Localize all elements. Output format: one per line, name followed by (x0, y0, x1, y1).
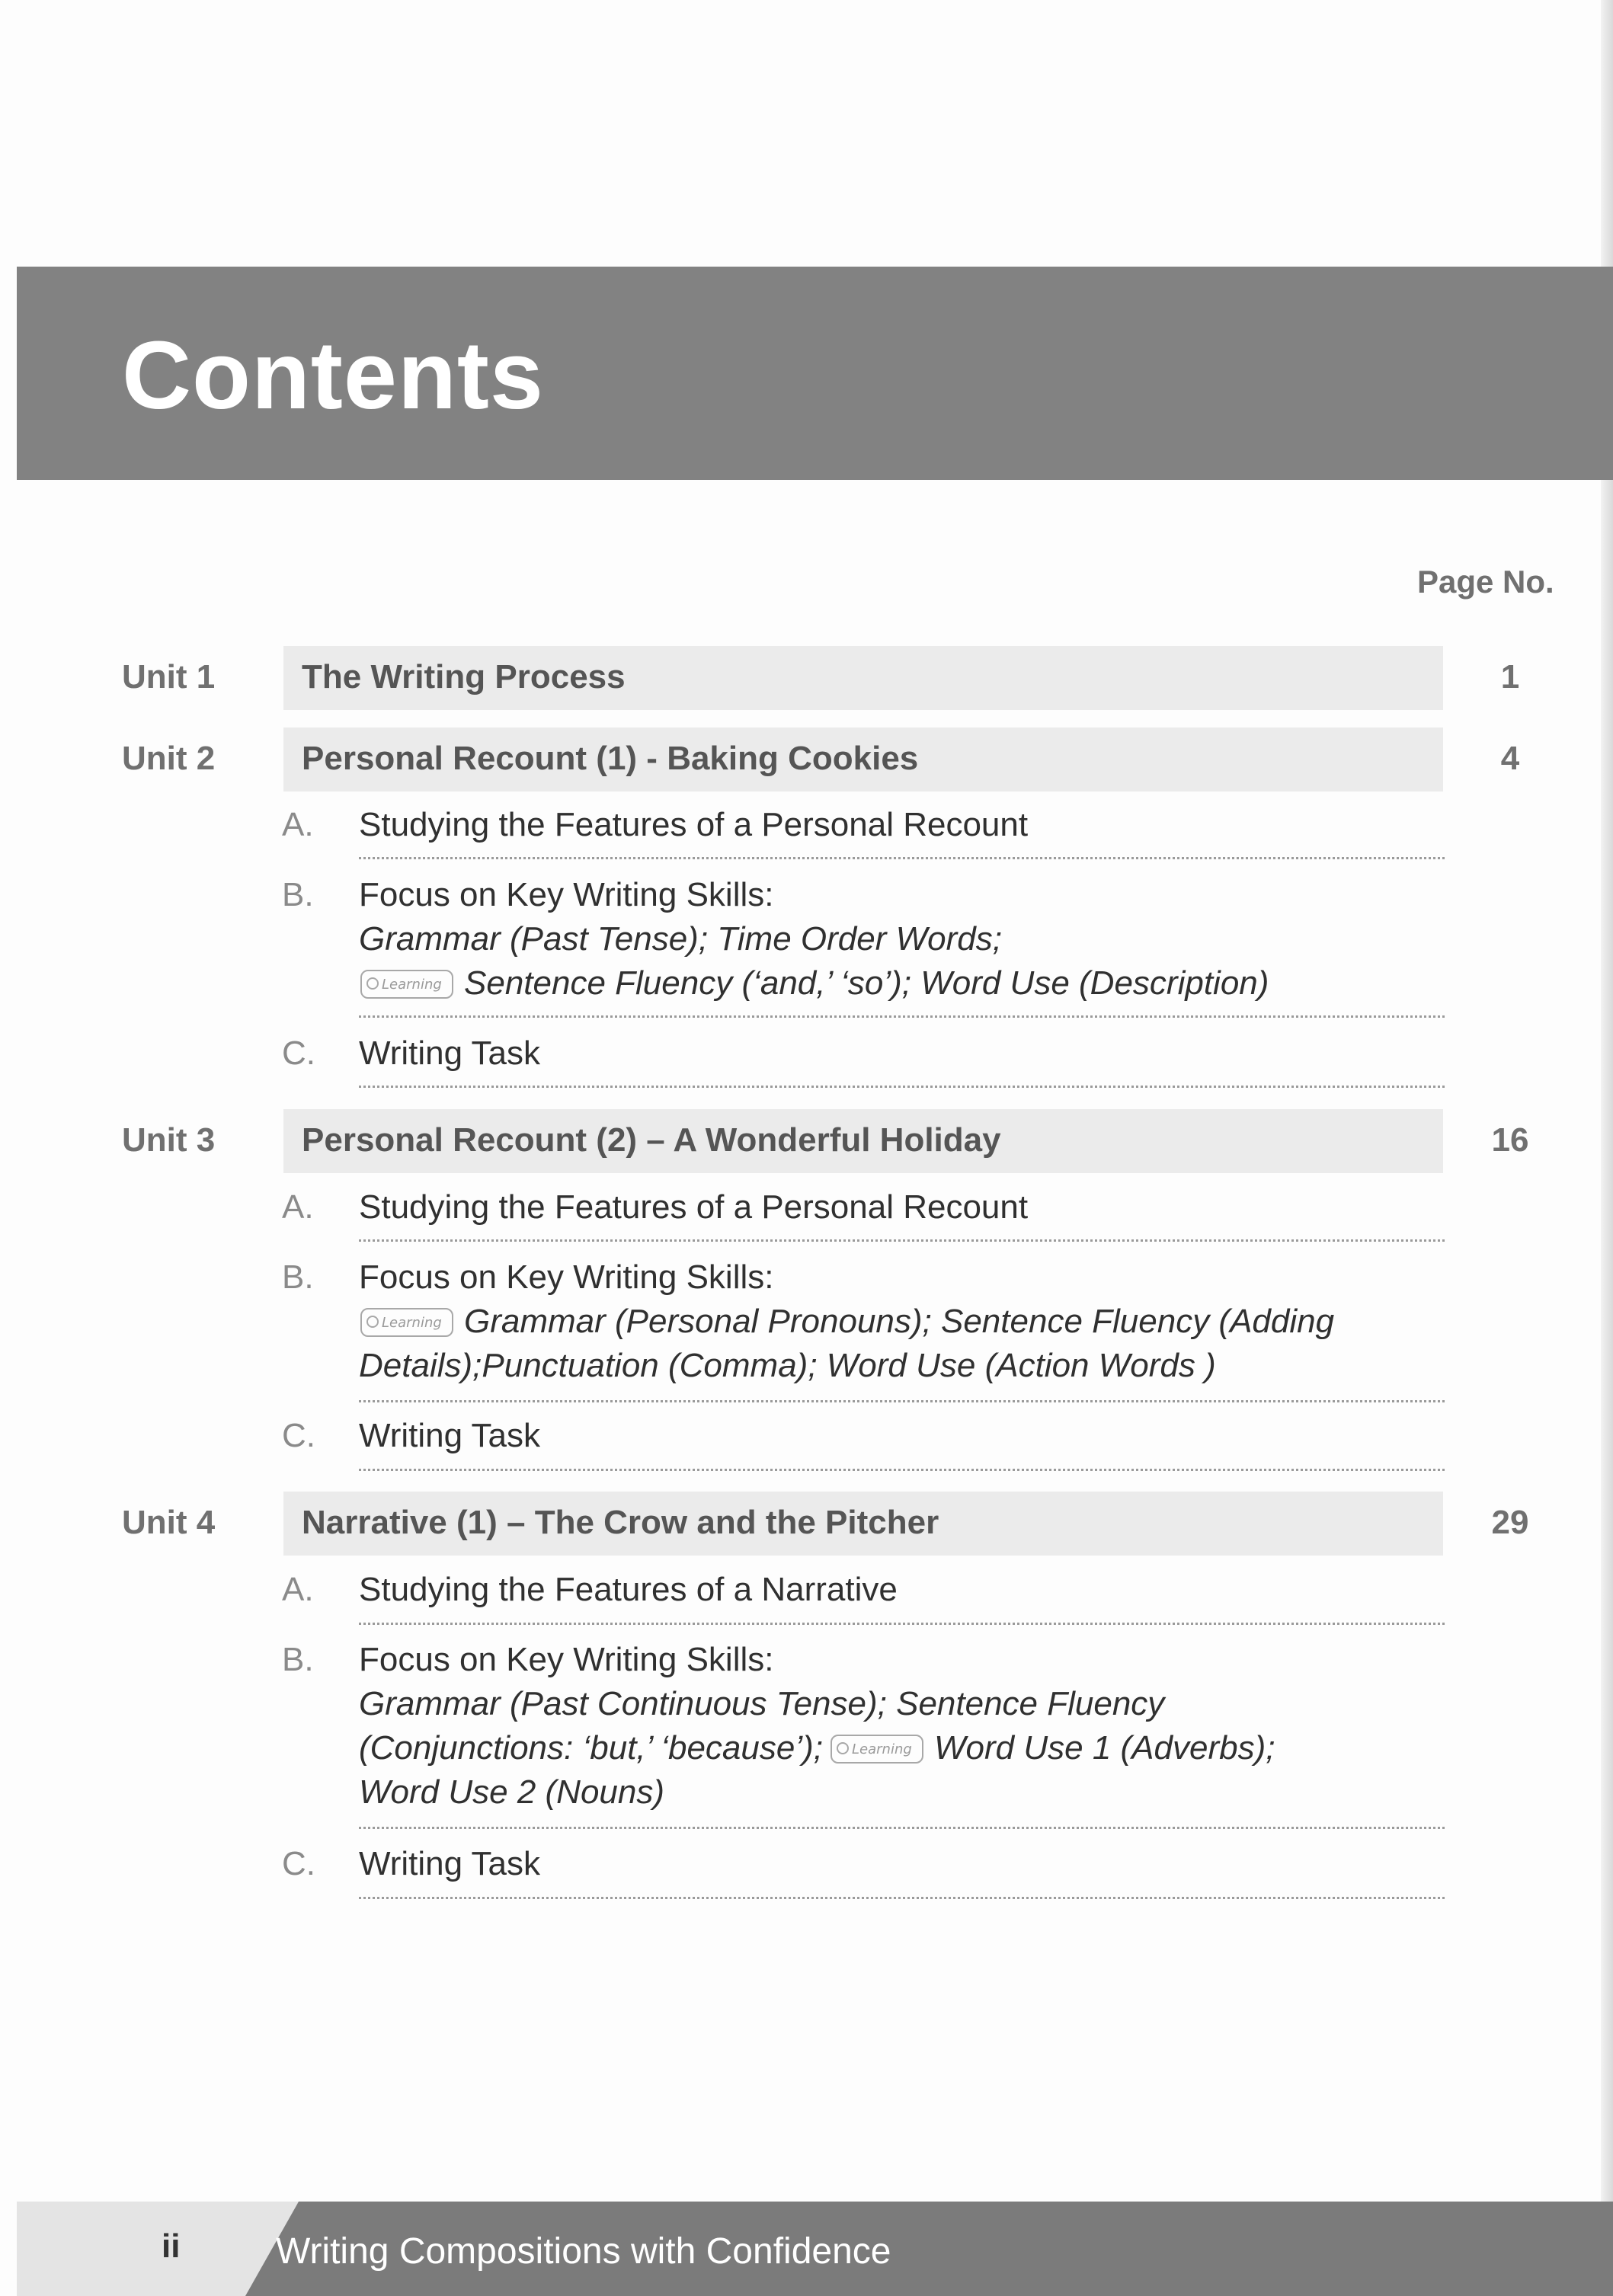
unit-3-section-b-title[interactable]: Focus on Key Writing Skills: (359, 1258, 774, 1296)
unit-4-section-a-letter: A. (282, 1571, 314, 1608)
unit-2-section-b-detail-2: Sentence Fluency (‘and,’ ‘so’); Word Use (Description) (464, 964, 1269, 1002)
contents-header-band (17, 267, 1613, 480)
footer-page-number: ii (162, 2227, 181, 2265)
dotted-leader (359, 1827, 1445, 1829)
svg-text:Learning: Learning (382, 977, 442, 993)
unit-3-section-a-letter: A. (282, 1188, 314, 1226)
unit-4-section-b-detail-3: Word Use 1 (Adverbs); (934, 1729, 1275, 1767)
unit-4-section-b-detail-4: Word Use 2 (Nouns) (359, 1773, 665, 1811)
unit-4-section-a-title[interactable]: Studying the Features of a Narrative (359, 1571, 898, 1608)
unit-3-section-c-title[interactable]: Writing Task (359, 1417, 541, 1454)
unit-3-section-c-letter: C. (282, 1417, 315, 1454)
dotted-leader (359, 1239, 1445, 1242)
unit-1-page: 1 (1500, 658, 1520, 696)
footer-book-title: Writing Compositions with Confidence (276, 2231, 891, 2272)
page-title: Contents (122, 321, 544, 429)
footer-page-number-block (17, 2202, 245, 2296)
unit-3-section-b-detail-2: Details);Punctuation (Comma); Word Use (Action Words ) (359, 1347, 1216, 1384)
dotted-leader (359, 1469, 1445, 1471)
unit-4-section-b-detail-2: (Conjunctions: ‘but,’ ‘because’); (359, 1729, 823, 1767)
unit-4-section-b-letter: B. (282, 1641, 314, 1678)
unit-3-section-b-detail-1: Grammar (Personal Pronouns); Sentence Fluency (Adding (464, 1303, 1335, 1340)
unit-4-label: Unit 4 (122, 1504, 216, 1541)
learning-watermark-logo (829, 1733, 927, 1767)
learning-watermark-logo (359, 968, 456, 1002)
unit-4-section-b-detail-line-2 (359, 1729, 1275, 1767)
unit-2-section-b-detail-line-2 (359, 964, 1269, 1003)
page-number-column-header: Page No. (1417, 564, 1554, 600)
unit-2-label: Unit 2 (122, 740, 216, 777)
unit-3-title[interactable]: Personal Recount (2) – A Wonderful Holiday (302, 1121, 1001, 1159)
dotted-leader (359, 1400, 1445, 1402)
unit-2-section-b-detail-1: Grammar (Past Tense); Time Order Words; (359, 920, 1002, 958)
dotted-leader (359, 1015, 1445, 1018)
unit-2-section-c-title[interactable]: Writing Task (359, 1034, 541, 1072)
unit-2-section-a-title[interactable]: Studying the Features of a Personal Recount (359, 806, 1029, 843)
unit-4-section-c-letter: C. (282, 1845, 315, 1882)
unit-1-label: Unit 1 (122, 658, 216, 696)
unit-4-section-b-title[interactable]: Focus on Key Writing Skills: (359, 1641, 774, 1678)
unit-1-title[interactable]: The Writing Process (302, 658, 626, 696)
unit-2-title[interactable]: Personal Recount (1) - Baking Cookies (302, 740, 919, 777)
unit-3-page: 16 (1491, 1121, 1529, 1159)
unit-3-section-b-letter: B. (282, 1258, 314, 1296)
unit-3-section-b-detail-line-1 (359, 1303, 1334, 1341)
unit-2-section-a-letter: A. (282, 806, 314, 843)
unit-3-label: Unit 3 (122, 1121, 216, 1159)
dotted-leader (359, 857, 1445, 859)
dotted-leader (359, 1897, 1445, 1899)
svg-text:Learning: Learning (852, 1741, 912, 1758)
unit-2-section-b-title[interactable]: Focus on Key Writing Skills: (359, 876, 774, 913)
unit-2-section-b-letter: B. (282, 876, 314, 913)
dotted-leader (359, 1623, 1445, 1625)
unit-4-title[interactable]: Narrative (1) – The Crow and the Pitcher (302, 1504, 939, 1541)
unit-2-page: 4 (1500, 740, 1520, 777)
unit-3-section-a-title[interactable]: Studying the Features of a Personal Recount (359, 1188, 1029, 1226)
unit-2-section-c-letter: C. (282, 1034, 315, 1072)
learning-watermark-logo (359, 1306, 456, 1340)
svg-text:Learning: Learning (382, 1315, 442, 1332)
dotted-leader (359, 1086, 1445, 1088)
unit-4-section-c-title[interactable]: Writing Task (359, 1845, 541, 1882)
unit-4-section-b-detail-1: Grammar (Past Continuous Tense); Sentence Fluency (359, 1685, 1165, 1722)
unit-4-page: 29 (1491, 1504, 1529, 1541)
